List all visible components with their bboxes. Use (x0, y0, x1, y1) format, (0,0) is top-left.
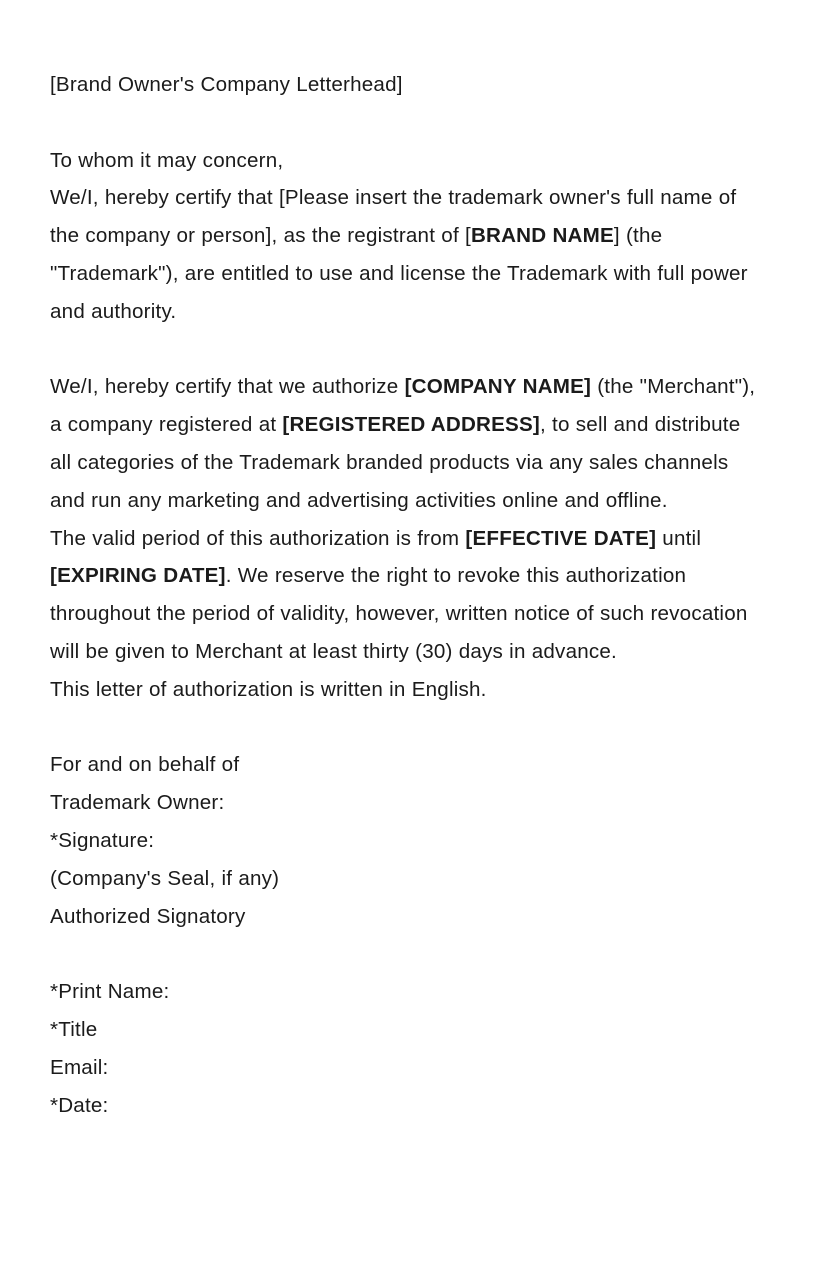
print-name-field-label: *Print Name: (50, 980, 170, 1004)
date-field-label: *Date: (50, 1093, 109, 1117)
spacer-after-letterhead (50, 104, 762, 142)
salutation-block (50, 142, 762, 180)
expiring-date-placeholder: [EXPIRING DATE] (50, 564, 226, 588)
brand-name-placeholder: BRAND NAME (470, 224, 614, 248)
language-note-block (50, 671, 762, 709)
spacer-before-signature (50, 709, 762, 747)
certification-paragraph (50, 179, 762, 330)
paragraph-validity-text-2: until (656, 526, 702, 550)
spacer-before-fields (50, 935, 762, 973)
paragraph-merchant-text-3: , to sell and distribute all categories of the Trademark branded products via any sales channels and run any marketing and advertising activities online and offline. (50, 413, 741, 512)
paragraph-merchant (50, 368, 762, 519)
letter-body (50, 66, 762, 1124)
signatory-fields-block (50, 973, 762, 1124)
paragraph-merchant-text-2: (the "Merchant"), a company registered at (50, 375, 756, 437)
company-name-placeholder: [COMPANY NAME] (404, 375, 592, 399)
title-field-label: *Title (50, 1017, 98, 1041)
brand-name-bracket-open: [ (465, 224, 471, 248)
email-field-label: Email: (50, 1055, 109, 1079)
spacer-after-paragraph-1 (50, 331, 762, 369)
signature-for-and-on-behalf-of: For and on behalf of (50, 753, 240, 777)
paragraph-validity-text-3: . We reserve the right to revoke this authorization throughout the period of validity, however, written notice of such revocation will be given to Merchant at least thirty (30) days in advance. (50, 564, 748, 663)
signature-label: *Signature: (50, 828, 155, 852)
paragraph-registrant (50, 179, 762, 330)
company-seal-note: (Company's Seal, if any) (50, 866, 280, 890)
signature-block (50, 746, 762, 935)
letterhead-block (50, 66, 762, 104)
authorization-paragraph (50, 368, 762, 519)
signature-trademark-owner-label: Trademark Owner: (50, 791, 225, 815)
brand-name-bracket-close: ] (613, 224, 620, 248)
salutation: To whom it may concern, (50, 148, 284, 172)
validity-paragraph (50, 520, 762, 671)
letterhead-placeholder: [Brand Owner's Company Letterhead] (50, 73, 403, 96)
registered-address-placeholder: [REGISTERED ADDRESS] (282, 413, 540, 437)
language-note: This letter of authorization is written in English. (50, 677, 487, 701)
paragraph-merchant-text-1: We/I, hereby certify that we authorize (50, 375, 405, 399)
paragraph-registrant-text-2: (the "Trademark"), are entitled to use and license the Trademark with full power and authority. (50, 224, 748, 323)
paragraph-registrant-text-1: We/I, hereby certify that [Please insert the trademark owner's full name of the company or person], as the registrant of (50, 186, 737, 248)
effective-date-placeholder: [EFFECTIVE DATE] (465, 526, 657, 550)
paragraph-validity (50, 520, 762, 671)
authorized-signatory-label: Authorized Signatory (50, 904, 246, 928)
paragraph-validity-text-1: The valid period of this authorization is from (50, 526, 466, 550)
